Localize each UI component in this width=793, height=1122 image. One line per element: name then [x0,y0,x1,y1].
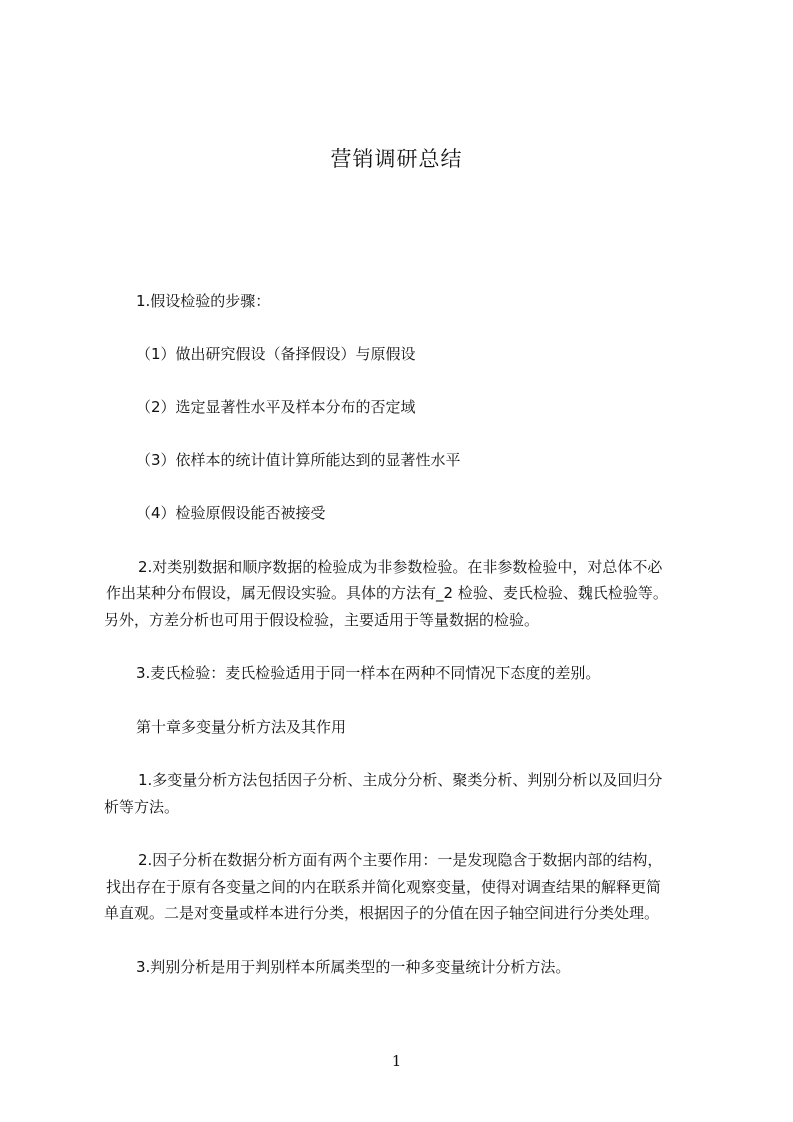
chapter-heading: 第十章多变量分析方法及其作用 [136,718,347,736]
list-item: （4）检验原假设能否被接受 [136,504,326,522]
page-number: 1 [391,1052,402,1070]
paragraph: 3.麦氏检验：麦氏检验适用于同一样本在两种不同情况下态度的差别。 [136,664,601,682]
paragraph-line: 找出存在于原有各变量之间的内在联系并简化观察变量，使得对调查结果的解释更简 [106,878,662,896]
paragraph-line: 2.对类别数据和顺序数据的检验成为非参数检验。在非参数检验中，对总体不必 [138,558,663,576]
paragraph-line: 作出某种分布假设，属无假设实验。具体的方法有_2 检验、麦氏检验、魏氏检验等。 [106,584,668,602]
paragraph-line: 另外，方差分析也可用于假设检验，主要适用于等量数据的检验。 [104,611,540,629]
paragraph-line: 单直观。二是对变量或样本进行分类，根据因子的分值在因子轴空间进行分类处理。 [104,904,660,922]
list-item: （3）依样本的统计值计算所能达到的显著性水平 [136,451,461,469]
paragraph-line: 1.多变量分析方法包括因子分析、主成分分析、聚类分析、判别分析以及回归分 [138,771,663,789]
section-heading: 1.假设检验的步骤： [136,292,271,310]
list-item: （1）做出研究假设（备择假设）与原假设 [136,345,416,363]
paragraph-line: 2.因子分析在数据分析方面有两个主要作用：一是发现隐含于数据内部的结构， [138,851,663,869]
document-title: 营销调研总结 [330,147,463,171]
paragraph-line: 析等方法。 [104,798,180,816]
list-item: （2）选定显著性水平及样本分布的否定域 [136,398,416,416]
paragraph: 3.判别分析是用于判别样本所属类型的一种多变量统计分析方法。 [136,958,571,976]
